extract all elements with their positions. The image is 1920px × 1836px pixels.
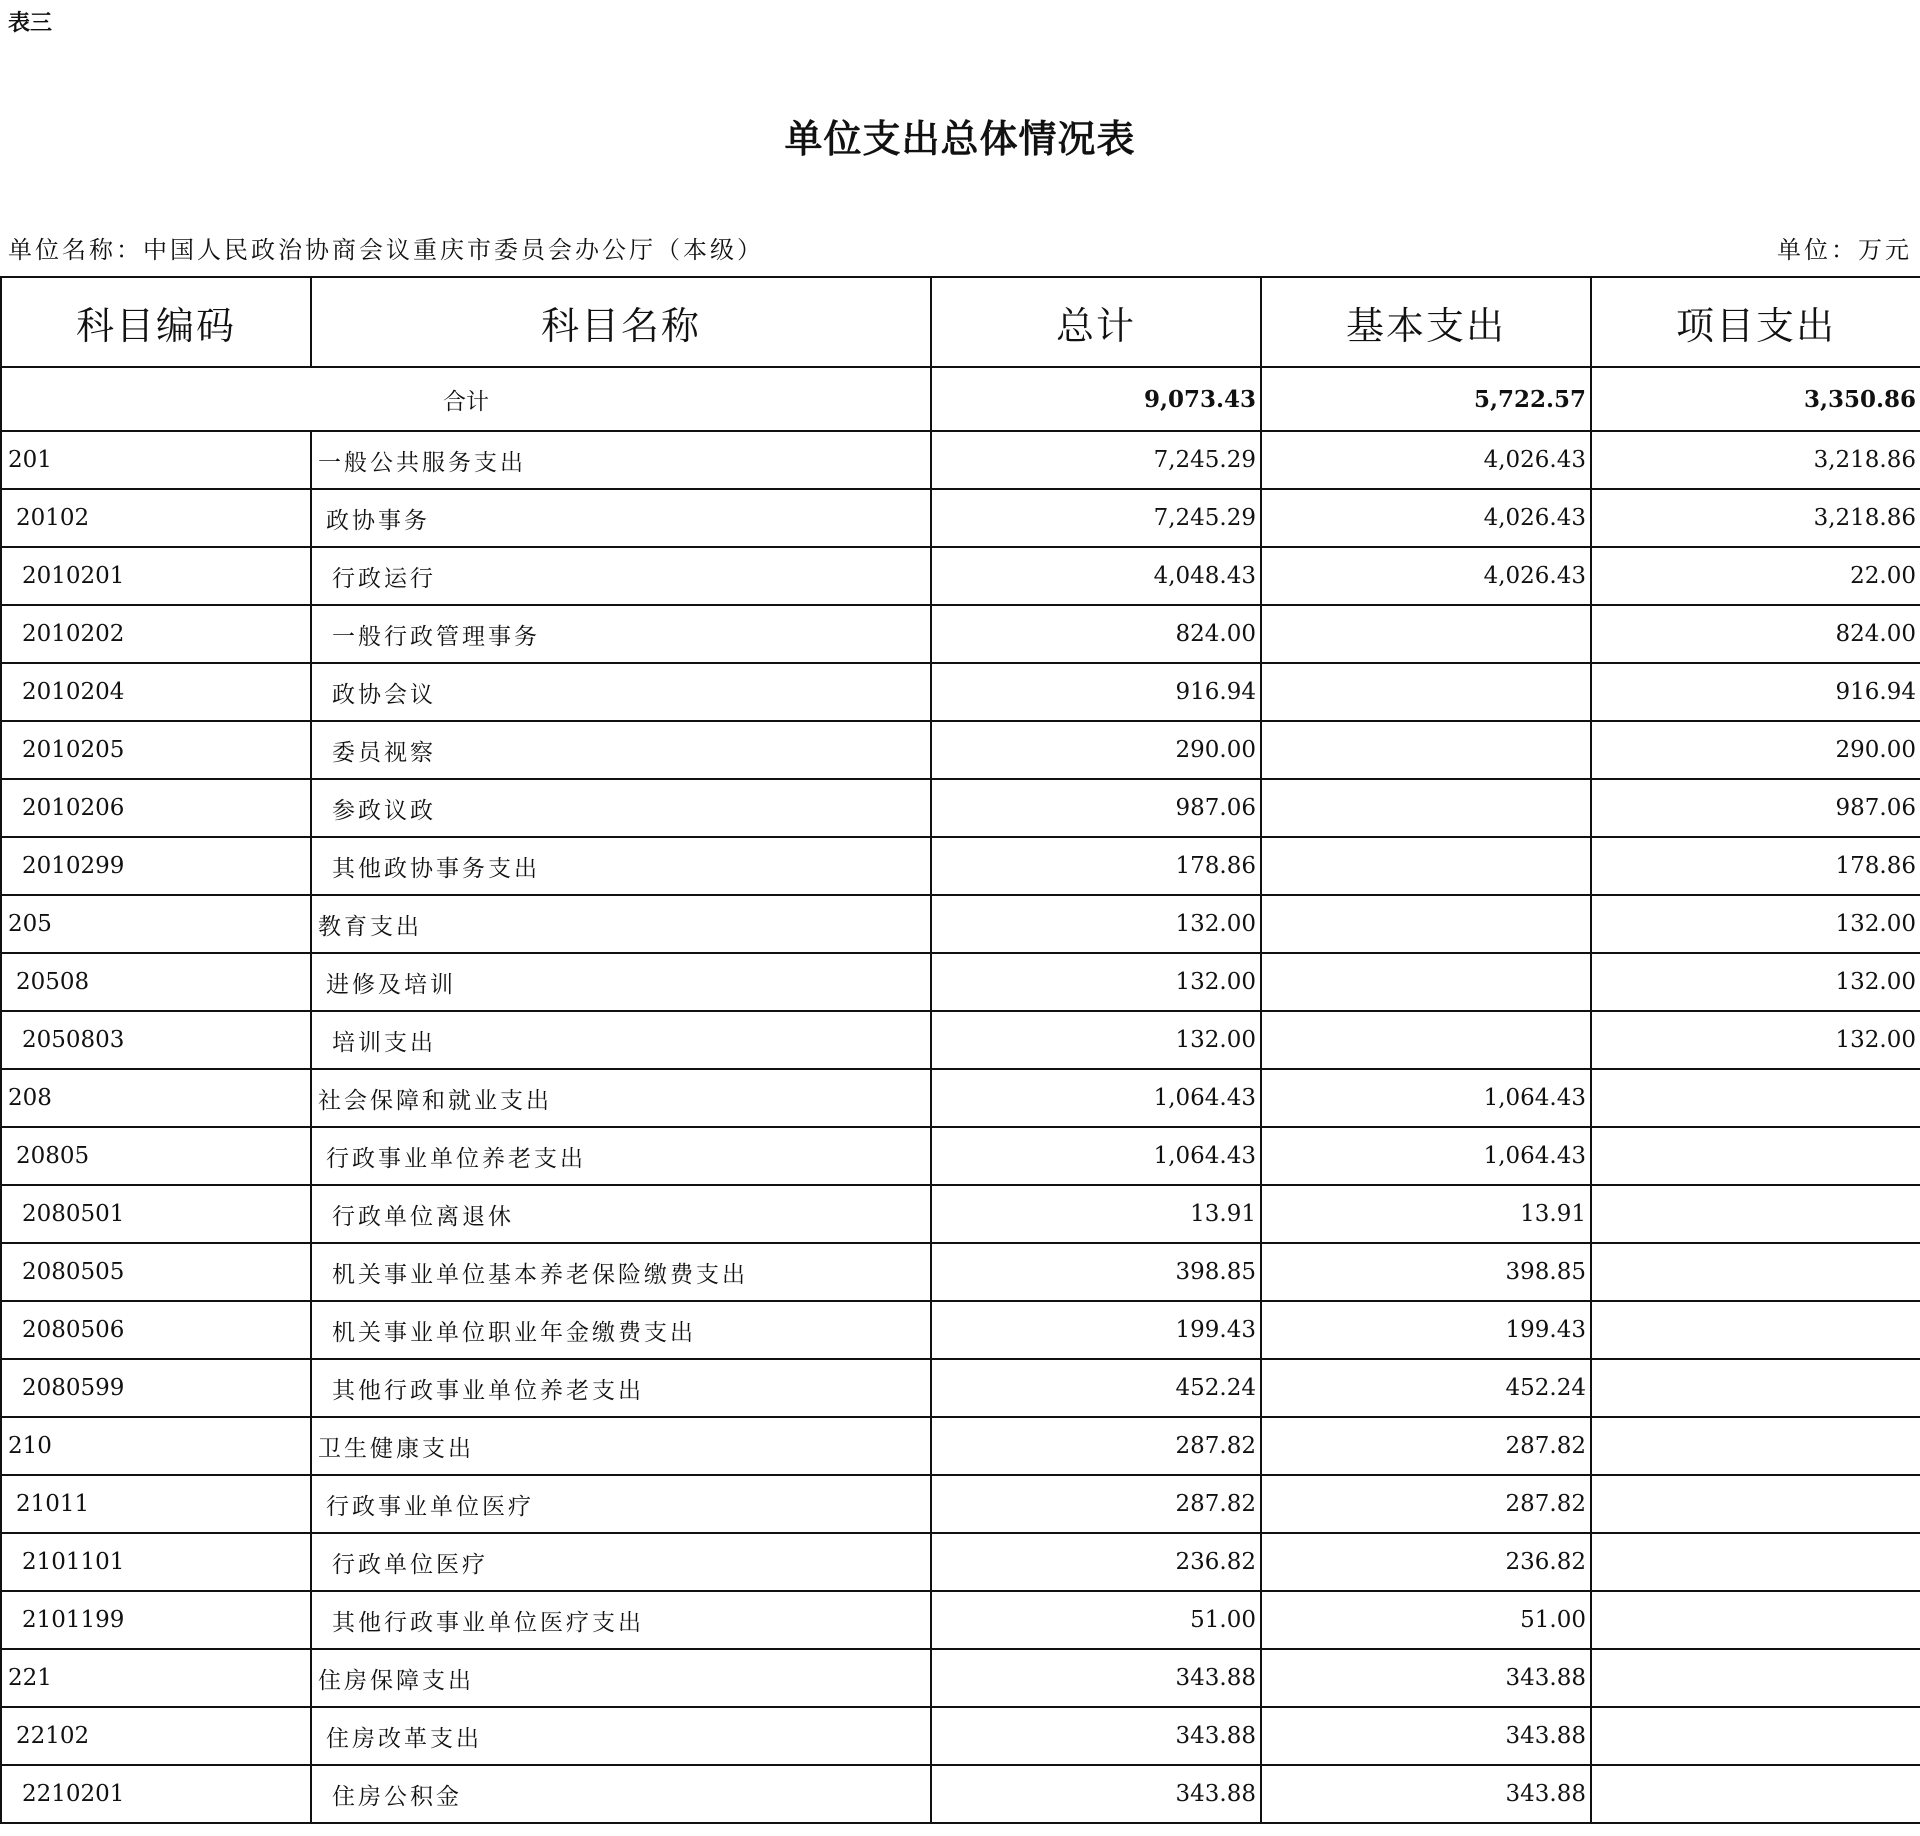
total-cell: 132.00 <box>931 1011 1261 1069</box>
total-cell: 4,048.43 <box>931 547 1261 605</box>
subject-code-cell: 20508 <box>1 953 311 1011</box>
subject-name-cell: 政协会议 <box>311 663 931 721</box>
basic-expenditure-cell: 4,026.43 <box>1261 431 1591 489</box>
total-cell: 398.85 <box>931 1243 1261 1301</box>
total-cell: 178.86 <box>931 837 1261 895</box>
table-number-label: 表三 <box>8 11 53 36</box>
project-expenditure-cell <box>1591 1301 1920 1359</box>
project-expenditure-cell <box>1591 1359 1920 1417</box>
total-project: 3,350.86 <box>1591 367 1920 431</box>
subject-name-cell: 卫生健康支出 <box>311 1417 931 1475</box>
total-row <box>1 367 1920 431</box>
basic-expenditure-cell: 236.82 <box>1261 1533 1591 1591</box>
table-row <box>1 547 1920 605</box>
table-row <box>1 663 1920 721</box>
total-cell: 916.94 <box>931 663 1261 721</box>
subject-code-cell: 2080505 <box>1 1243 311 1301</box>
page-title: 单位支出总体情况表 <box>784 116 1136 161</box>
basic-expenditure-cell: 287.82 <box>1261 1417 1591 1475</box>
total-cell: 1,064.43 <box>931 1127 1261 1185</box>
subject-code-cell: 2010205 <box>1 721 311 779</box>
subject-name-cell: 培训支出 <box>311 1011 931 1069</box>
total-cell: 1,064.43 <box>931 1069 1261 1127</box>
total-cell: 824.00 <box>931 605 1261 663</box>
subject-name-cell: 进修及培训 <box>311 953 931 1011</box>
subject-name-cell: 行政单位医疗 <box>311 1533 931 1591</box>
total-cell: 132.00 <box>931 953 1261 1011</box>
subject-name-cell: 其他行政事业单位养老支出 <box>311 1359 931 1417</box>
table-row <box>1 431 1920 489</box>
table-row <box>1 779 1920 837</box>
table-row <box>1 1591 1920 1649</box>
basic-expenditure-cell: 199.43 <box>1261 1301 1591 1359</box>
table-row <box>1 1069 1920 1127</box>
project-expenditure-cell: 132.00 <box>1591 895 1920 953</box>
total-cell: 343.88 <box>931 1765 1261 1823</box>
project-expenditure-cell: 916.94 <box>1591 663 1920 721</box>
header-project-expenditure: 项目支出 <box>1591 277 1920 367</box>
subject-name-cell: 机关事业单位基本养老保险缴费支出 <box>311 1243 931 1301</box>
subject-code-cell: 221 <box>1 1649 311 1707</box>
total-cell: 132.00 <box>931 895 1261 953</box>
basic-expenditure-cell: 287.82 <box>1261 1475 1591 1533</box>
total-cell: 13.91 <box>931 1185 1261 1243</box>
total-cell: 287.82 <box>931 1475 1261 1533</box>
subject-code-cell: 201 <box>1 431 311 489</box>
table-row <box>1 1765 1920 1823</box>
basic-expenditure-cell <box>1261 953 1591 1011</box>
project-expenditure-cell <box>1591 1591 1920 1649</box>
subject-code-cell: 2010202 <box>1 605 311 663</box>
total-sum: 9,073.43 <box>931 367 1261 431</box>
subject-name-cell: 机关事业单位职业年金缴费支出 <box>311 1301 931 1359</box>
basic-expenditure-cell: 1,064.43 <box>1261 1127 1591 1185</box>
subject-name-cell: 委员视察 <box>311 721 931 779</box>
subject-code-cell: 20102 <box>1 489 311 547</box>
header-basic-expenditure: 基本支出 <box>1261 277 1591 367</box>
project-expenditure-cell <box>1591 1185 1920 1243</box>
project-expenditure-cell: 132.00 <box>1591 1011 1920 1069</box>
table-row <box>1 953 1920 1011</box>
project-expenditure-cell <box>1591 1533 1920 1591</box>
basic-expenditure-cell: 343.88 <box>1261 1765 1591 1823</box>
basic-expenditure-cell: 13.91 <box>1261 1185 1591 1243</box>
basic-expenditure-cell <box>1261 605 1591 663</box>
subject-name-cell: 行政事业单位医疗 <box>311 1475 931 1533</box>
expenditure-table <box>0 276 1920 1824</box>
subject-code-cell: 208 <box>1 1069 311 1127</box>
header-subject-code: 科目编码 <box>1 277 311 367</box>
basic-expenditure-cell <box>1261 721 1591 779</box>
total-label: 合计 <box>1 367 931 431</box>
subject-name-cell: 社会保障和就业支出 <box>311 1069 931 1127</box>
subject-name-cell: 行政单位离退休 <box>311 1185 931 1243</box>
subject-code-cell: 2010206 <box>1 779 311 837</box>
total-cell: 7,245.29 <box>931 489 1261 547</box>
total-cell: 987.06 <box>931 779 1261 837</box>
basic-expenditure-cell: 398.85 <box>1261 1243 1591 1301</box>
project-expenditure-cell <box>1591 1417 1920 1475</box>
total-cell: 290.00 <box>931 721 1261 779</box>
table-row <box>1 605 1920 663</box>
total-basic: 5,722.57 <box>1261 367 1591 431</box>
table-row <box>1 1011 1920 1069</box>
project-expenditure-cell: 22.00 <box>1591 547 1920 605</box>
project-expenditure-cell: 987.06 <box>1591 779 1920 837</box>
table-row <box>1 1475 1920 1533</box>
subject-name-cell: 一般行政管理事务 <box>311 605 931 663</box>
table-row <box>1 1649 1920 1707</box>
project-expenditure-cell: 3,218.86 <box>1591 489 1920 547</box>
project-expenditure-cell: 132.00 <box>1591 953 1920 1011</box>
table-row <box>1 837 1920 895</box>
table-row <box>1 1417 1920 1475</box>
subject-code-cell: 210 <box>1 1417 311 1475</box>
subject-code-cell: 2101101 <box>1 1533 311 1591</box>
table-row <box>1 1301 1920 1359</box>
project-expenditure-cell <box>1591 1475 1920 1533</box>
subject-code-cell: 2101199 <box>1 1591 311 1649</box>
project-expenditure-cell <box>1591 1127 1920 1185</box>
total-cell: 236.82 <box>931 1533 1261 1591</box>
basic-expenditure-cell: 51.00 <box>1261 1591 1591 1649</box>
basic-expenditure-cell: 452.24 <box>1261 1359 1591 1417</box>
subject-code-cell: 2010204 <box>1 663 311 721</box>
subject-name-cell: 一般公共服务支出 <box>311 431 931 489</box>
subject-name-cell: 教育支出 <box>311 895 931 953</box>
subject-code-cell: 20805 <box>1 1127 311 1185</box>
total-cell: 452.24 <box>931 1359 1261 1417</box>
project-expenditure-cell <box>1591 1649 1920 1707</box>
subject-code-cell: 2010201 <box>1 547 311 605</box>
table-row <box>1 1243 1920 1301</box>
basic-expenditure-cell: 343.88 <box>1261 1649 1591 1707</box>
subject-code-cell: 2050803 <box>1 1011 311 1069</box>
basic-expenditure-cell <box>1261 837 1591 895</box>
unit-info-row <box>8 230 1912 266</box>
currency-unit: 单位：万元 <box>1777 236 1912 264</box>
subject-name-cell: 行政运行 <box>311 547 931 605</box>
subject-code-cell: 22102 <box>1 1707 311 1765</box>
subject-code-cell: 205 <box>1 895 311 953</box>
total-cell: 199.43 <box>931 1301 1261 1359</box>
table-row <box>1 1533 1920 1591</box>
table-row <box>1 489 1920 547</box>
subject-name-cell: 住房保障支出 <box>311 1649 931 1707</box>
subject-code-cell: 21011 <box>1 1475 311 1533</box>
basic-expenditure-cell: 343.88 <box>1261 1707 1591 1765</box>
subject-name-cell: 其他行政事业单位医疗支出 <box>311 1591 931 1649</box>
total-cell: 343.88 <box>931 1649 1261 1707</box>
project-expenditure-cell: 178.86 <box>1591 837 1920 895</box>
subject-name-cell: 政协事务 <box>311 489 931 547</box>
subject-name-cell: 住房公积金 <box>311 1765 931 1823</box>
subject-code-cell: 2080501 <box>1 1185 311 1243</box>
subject-name-cell: 行政事业单位养老支出 <box>311 1127 931 1185</box>
project-expenditure-cell <box>1591 1765 1920 1823</box>
table-row <box>1 1359 1920 1417</box>
basic-expenditure-cell <box>1261 779 1591 837</box>
subject-code-cell: 2210201 <box>1 1765 311 1823</box>
total-cell: 7,245.29 <box>931 431 1261 489</box>
subject-code-cell: 2010299 <box>1 837 311 895</box>
basic-expenditure-cell: 4,026.43 <box>1261 547 1591 605</box>
subject-code-cell: 2080599 <box>1 1359 311 1417</box>
project-expenditure-cell <box>1591 1243 1920 1301</box>
subject-code-cell: 2080506 <box>1 1301 311 1359</box>
table-row <box>1 1707 1920 1765</box>
table-row <box>1 721 1920 779</box>
table-row <box>1 895 1920 953</box>
unit-name: 单位名称：中国人民政治协商会议重庆市委员会办公厅（本级） <box>8 236 764 264</box>
basic-expenditure-cell: 4,026.43 <box>1261 489 1591 547</box>
table-row <box>1 1185 1920 1243</box>
project-expenditure-cell: 290.00 <box>1591 721 1920 779</box>
total-cell: 287.82 <box>931 1417 1261 1475</box>
total-cell: 51.00 <box>931 1591 1261 1649</box>
subject-name-cell: 其他政协事务支出 <box>311 837 931 895</box>
basic-expenditure-cell: 1,064.43 <box>1261 1069 1591 1127</box>
project-expenditure-cell: 3,218.86 <box>1591 431 1920 489</box>
project-expenditure-cell <box>1591 1069 1920 1127</box>
basic-expenditure-cell <box>1261 663 1591 721</box>
basic-expenditure-cell <box>1261 1011 1591 1069</box>
header-total: 总计 <box>931 277 1261 367</box>
table-header-row <box>1 277 1920 367</box>
subject-name-cell: 参政议政 <box>311 779 931 837</box>
table-row <box>1 1127 1920 1185</box>
total-cell: 343.88 <box>931 1707 1261 1765</box>
project-expenditure-cell <box>1591 1707 1920 1765</box>
subject-name-cell: 住房改革支出 <box>311 1707 931 1765</box>
basic-expenditure-cell <box>1261 895 1591 953</box>
project-expenditure-cell: 824.00 <box>1591 605 1920 663</box>
header-subject-name: 科目名称 <box>311 277 931 367</box>
